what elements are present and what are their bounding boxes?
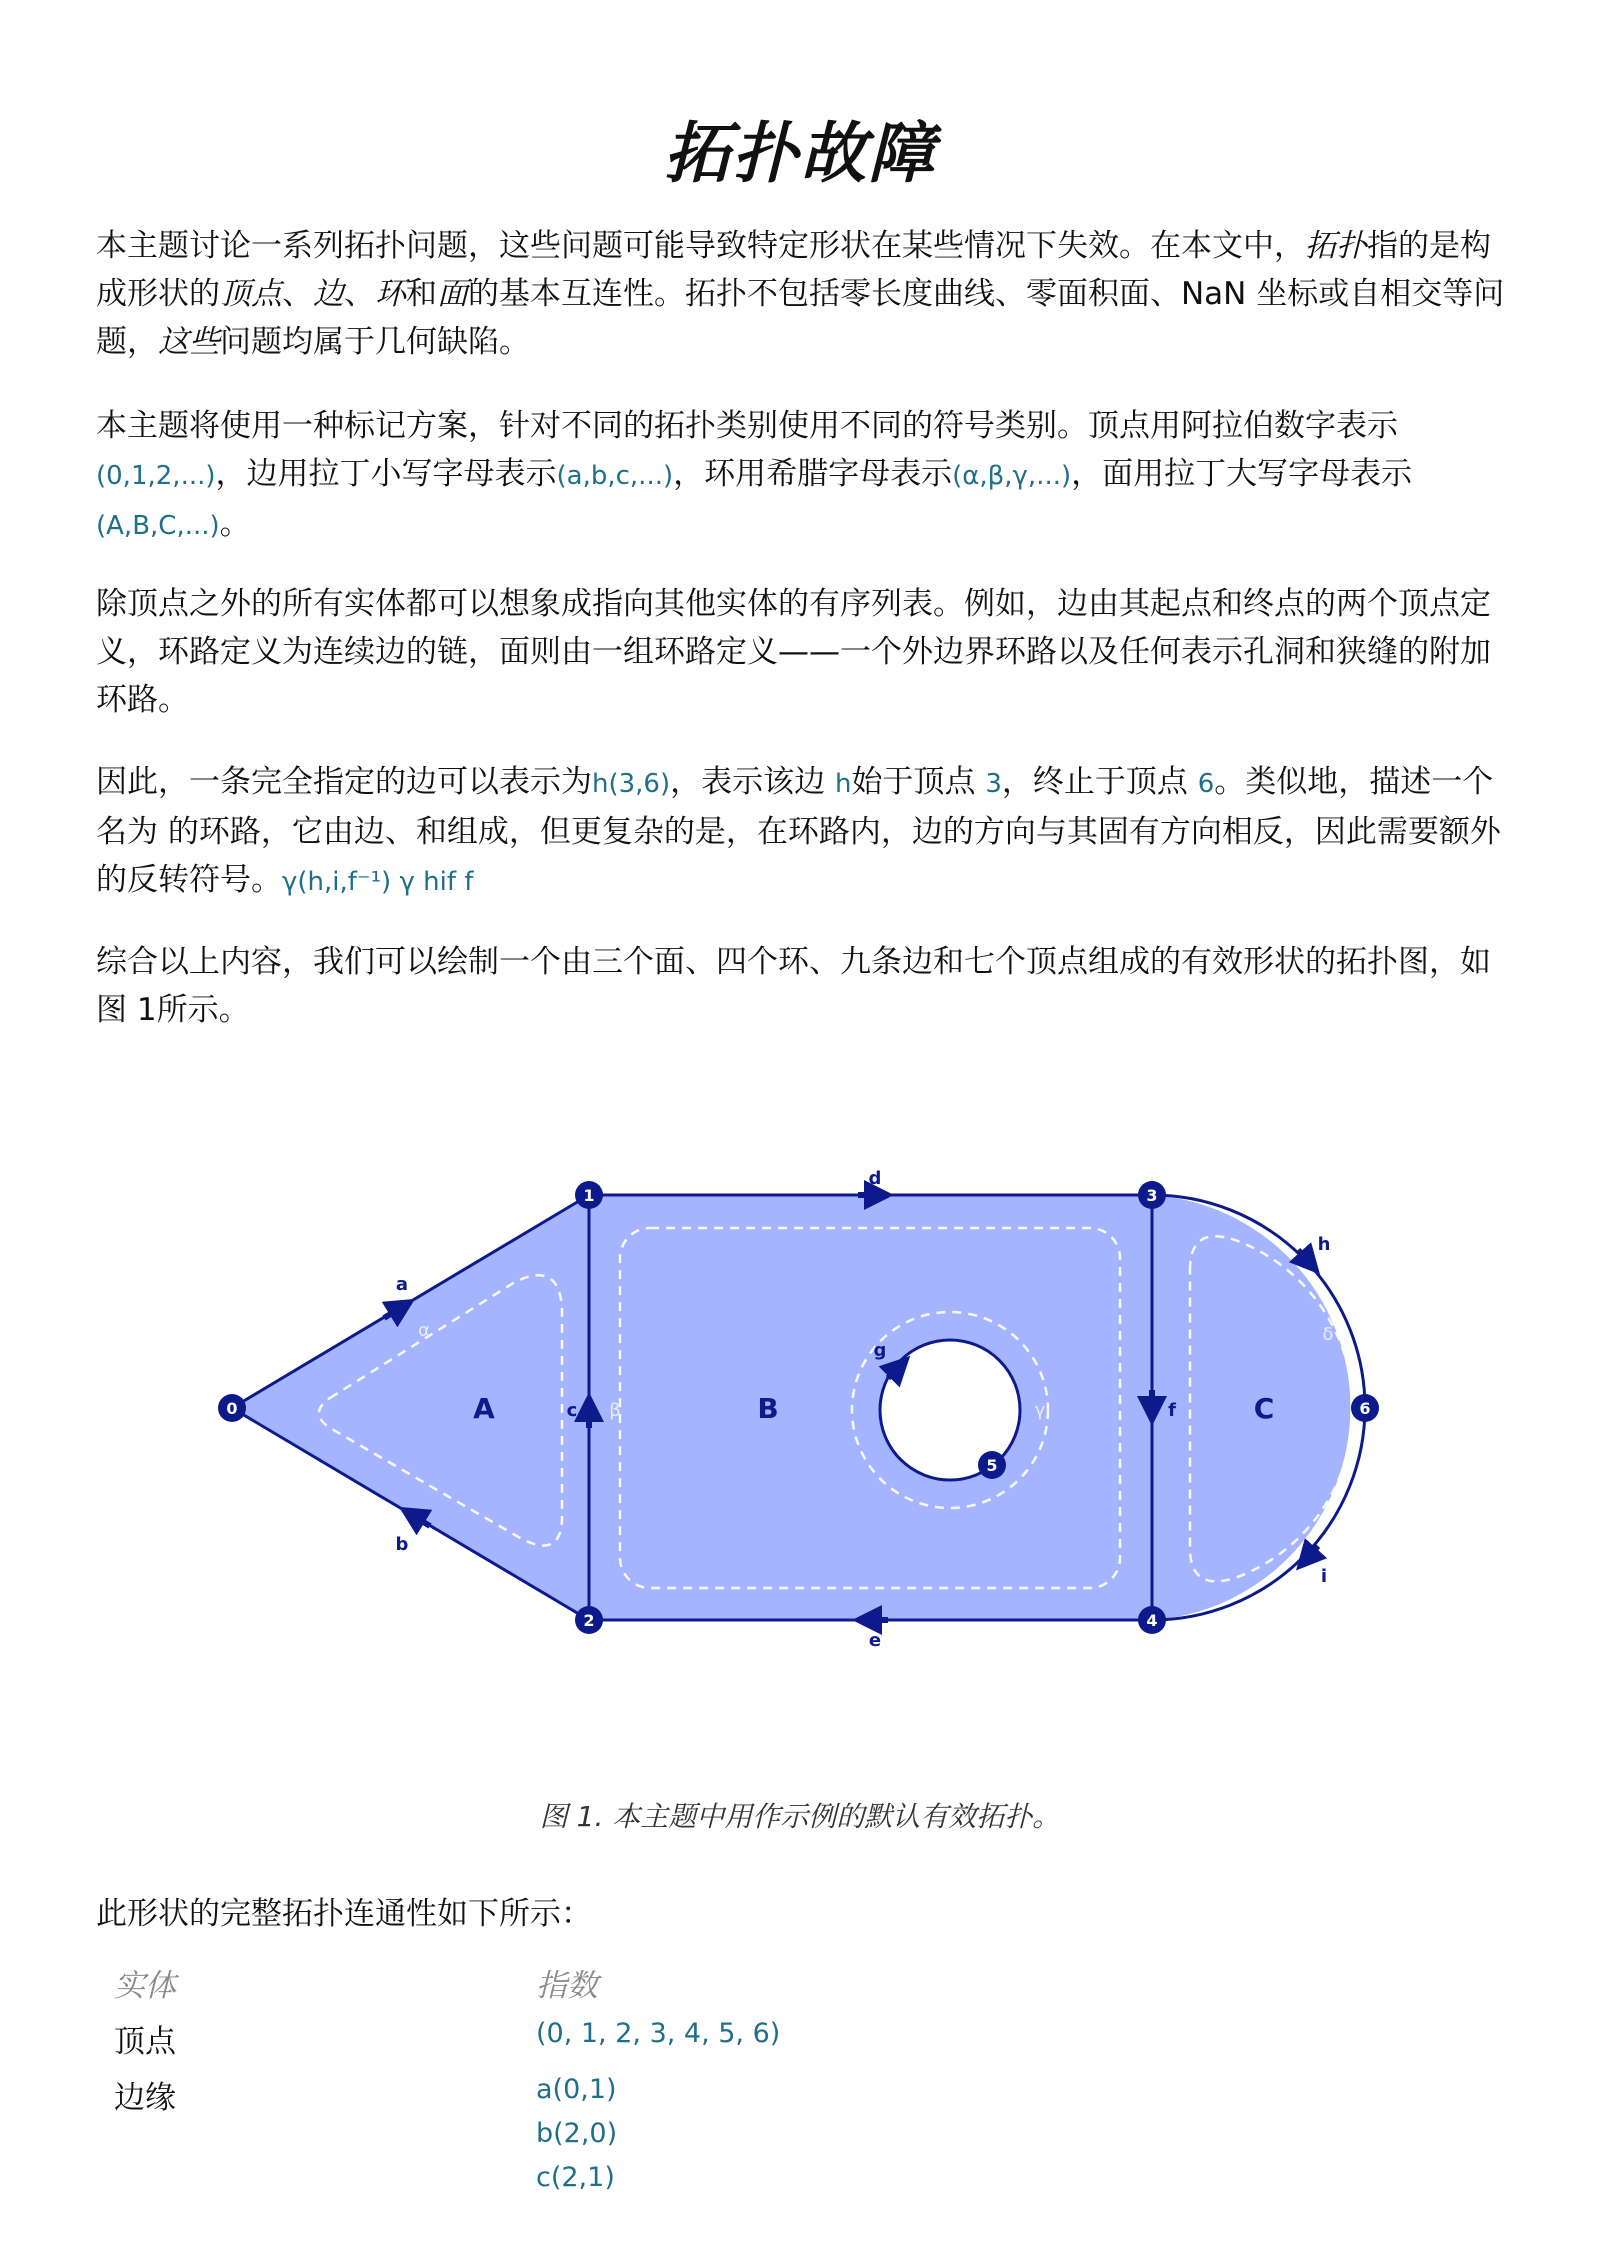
edge-label-h: h bbox=[1317, 1234, 1331, 1255]
loop-label-alpha: α bbox=[418, 1320, 430, 1341]
loop-label-beta: β bbox=[609, 1400, 621, 1421]
edge-label-g: g bbox=[873, 1340, 887, 1361]
vertex-label-5: 5 bbox=[986, 1456, 998, 1475]
vertex-label-1: 1 bbox=[583, 1186, 595, 1205]
figure-caption: 图 1. 本主题中用作示例的默认有效拓扑。 bbox=[539, 1800, 1061, 1833]
text-run: ，面用拉丁大写字母表示 bbox=[1071, 456, 1413, 492]
text-run: 。 bbox=[219, 506, 251, 542]
code-vertex-notation: (0,1,2,...) bbox=[96, 461, 216, 491]
term-topology: 拓扑 bbox=[1305, 228, 1367, 264]
face-label-b: B bbox=[757, 1392, 779, 1425]
text-run: 、 bbox=[282, 276, 313, 312]
paragraph-intro bbox=[96, 222, 1508, 366]
loop-label-gamma: γ bbox=[1034, 1400, 1046, 1421]
table-header-entity: 实体 bbox=[114, 1968, 176, 2004]
code-edge-h: h(3,6) bbox=[592, 769, 671, 799]
page-title: 拓扑故障 bbox=[664, 115, 936, 192]
table-row-edges-index-c: c(2,1) bbox=[536, 2162, 615, 2193]
code-h: h bbox=[834, 769, 852, 799]
edge-label-a: a bbox=[395, 1274, 409, 1295]
text-run: 始于顶点 bbox=[851, 764, 986, 800]
loop-label-delta: δ bbox=[1322, 1324, 1334, 1345]
face-label-a: A bbox=[473, 1392, 495, 1425]
vertex-label-0: 0 bbox=[226, 1399, 238, 1418]
paragraph-entities: 除顶点之外的所有实体都可以想象成指向其他实体的有序列表。例如，边由其起点和终点的两个顶点定义，环路定义为连续边的链，面则由一组环路定义——一个外边界环路以及任何表示孔洞和狭缝的附加环路。 bbox=[96, 586, 1491, 718]
code-edge-notation: (a,b,c,...) bbox=[556, 461, 674, 491]
text-run: 、 bbox=[344, 276, 375, 312]
code-loop-gamma: γ(h,i,f⁻¹) γ hif f bbox=[282, 867, 474, 897]
edge-h-arrow bbox=[1298, 1250, 1316, 1270]
table-row-edges-index-a: a(0,1) bbox=[536, 2074, 617, 2105]
text-run: ，环用希腊字母表示 bbox=[673, 456, 953, 492]
paragraph-summary: 综合以上内容，我们可以绘制一个由三个面、四个环、九条边和七个顶点组成的有效形状的拓扑图，如图 1所示。 bbox=[96, 944, 1491, 1028]
code-face-notation: (A,B,C,...) bbox=[96, 511, 220, 541]
face-shape bbox=[232, 1195, 1350, 1620]
vertex-label-6: 6 bbox=[1359, 1399, 1371, 1418]
term-edge: 边 bbox=[313, 276, 344, 312]
text-run: 因此，一条完全指定的边可以表示为 bbox=[96, 764, 592, 800]
text-run: 指的是构成形状的 bbox=[96, 228, 1491, 312]
table-row-edges-entity: 边缘 bbox=[114, 2080, 176, 2116]
table-header-index: 指数 bbox=[536, 1968, 598, 2004]
code-vertex-6: 6 bbox=[1197, 769, 1215, 799]
paragraph-connectivity: 此形状的完整拓扑连通性如下所示： bbox=[96, 1896, 592, 1932]
table-row-vertices-entity: 顶点 bbox=[114, 2024, 176, 2060]
vertex-label-3: 3 bbox=[1146, 1186, 1158, 1205]
term-face: 面 bbox=[437, 276, 468, 312]
topology-diagram bbox=[205, 1140, 1395, 1670]
shape-fill bbox=[232, 1195, 1350, 1620]
edge-label-i: i bbox=[1320, 1566, 1328, 1587]
edge-label-e: e bbox=[868, 1630, 882, 1651]
edge-label-b: b bbox=[395, 1534, 409, 1555]
term-loop: 环 bbox=[375, 276, 406, 312]
edge-label-d: d bbox=[868, 1168, 882, 1189]
text-run: 。类似地，描述一个名为 的环路，它由边、和组成，但更复杂的是，在环路内，边的方向与其固有方向相反，因此需要额外的反转符号。 bbox=[96, 764, 1501, 898]
term-these: 这些 bbox=[158, 324, 220, 360]
text-run: ，表示该边 bbox=[670, 764, 835, 800]
paragraph-edge-spec bbox=[96, 758, 1508, 906]
face-label-c: C bbox=[1253, 1392, 1275, 1425]
text-run: 本主题讨论一系列拓扑问题，这些问题可能导致特定形状在某些情况下失效。在本文中， bbox=[96, 228, 1305, 264]
table-row-vertices-index: (0, 1, 2, 3, 4, 5, 6) bbox=[536, 2018, 781, 2049]
text-run: ，终止于顶点 bbox=[1001, 764, 1198, 800]
vertex-label-4: 4 bbox=[1146, 1611, 1158, 1630]
text-run: ，边用拉丁小写字母表示 bbox=[215, 456, 557, 492]
text-run: 的基本互连性。拓扑不包括零长度曲线、零面积面、NaN 坐标或自相交等问题， bbox=[96, 276, 1505, 360]
code-vertex-3: 3 bbox=[985, 769, 1002, 799]
text-run: 本主题将使用一种标记方案，针对不同的拓扑类别使用不同的符号类别。顶点用阿拉伯数字表示 bbox=[96, 408, 1398, 444]
edge-label-c: c bbox=[566, 1400, 578, 1421]
term-vertex: 顶点 bbox=[220, 276, 282, 312]
edge-label-f: f bbox=[1168, 1400, 1176, 1421]
text-run: 和 bbox=[406, 276, 437, 312]
code-loop-notation: (α,β,γ,...) bbox=[952, 461, 1072, 491]
paragraph-notation bbox=[96, 402, 1508, 550]
text-run: 问题均属于几何缺陷。 bbox=[220, 324, 530, 360]
table-row-edges-index-b: b(2,0) bbox=[536, 2118, 618, 2149]
vertex-label-2: 2 bbox=[583, 1611, 595, 1630]
